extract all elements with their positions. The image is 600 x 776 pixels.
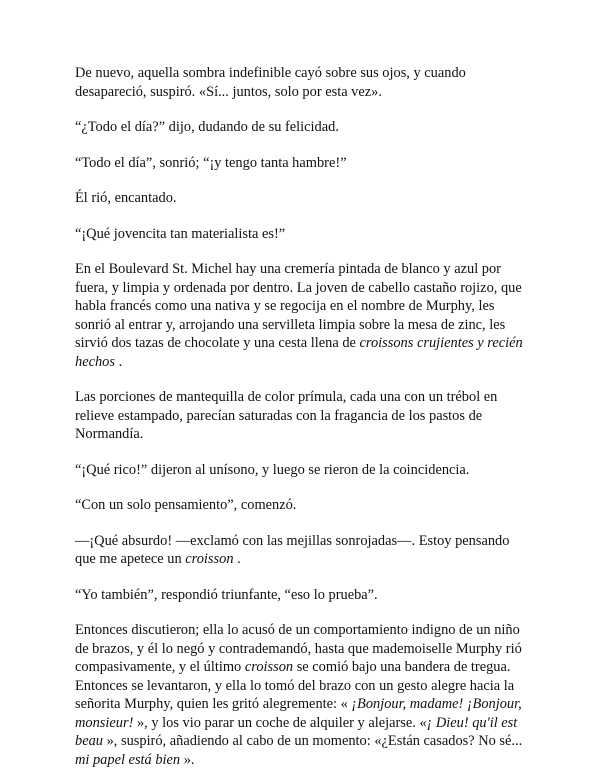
text-run: “Con un solo pensamiento”, comenzó. — [75, 497, 297, 513]
text-run: “Todo el día”, sonrió; “¡y tengo tanta hambre!” — [75, 154, 347, 171]
paragraph-p6 — [75, 260, 533, 371]
paragraph-p8 — [75, 461, 533, 480]
paragraph-p10 — [75, 532, 533, 569]
text-run: . — [233, 551, 241, 567]
paragraph-p4 — [75, 189, 533, 208]
paragraph-p11 — [75, 586, 533, 605]
italic-text: croissons crujientes y recién hechos — [75, 335, 523, 370]
document-page — [75, 64, 533, 769]
paragraph-p9 — [75, 496, 533, 515]
text-run: “Yo también”, respondió triunfante, “eso lo prueba”. — [75, 586, 378, 603]
paragraph-p2 — [75, 118, 533, 137]
text-run: —¡Qué absurdo! —exclamó con las mejillas sonrojadas—. Estoy pensando que me apetece un — [75, 532, 510, 567]
text-run: “¡Qué rico!” dijeron al unísono, y luego se rieron de la coincidencia. — [75, 461, 470, 478]
paragraph-p5 — [75, 225, 533, 244]
paragraph-p7 — [75, 388, 533, 444]
italic-text: ¡Bonjour, madame! ¡Bonjour, monsieur! — [75, 696, 522, 731]
paragraph-p12 — [75, 621, 533, 769]
text-run: . — [114, 353, 123, 370]
text-run: Entonces discutieron; ella lo acusó de un comportamiento indigno de un niño de brazos, y él lo negó y contrademandó, hasta que mademoiselle Murphy rió compasivamente, y el último — [75, 622, 522, 675]
text-run: », suspiró, añadiendo al cabo de un momento: «¿Están casados? No sé... — [102, 733, 523, 749]
text-run: “¿Todo el día?” dijo, dudando de su felicidad. — [75, 119, 339, 135]
italic-text: mi papel está bien — [75, 751, 181, 768]
italic-text: ¡ Dieu! qu'il est beau — [75, 714, 518, 749]
italic-text: croisson — [185, 551, 234, 567]
paragraph-p3 — [75, 154, 533, 173]
text-run: De nuevo, aquella sombra indefinible cayó sobre sus ojos, y cuando desapareció, suspiró. «Sí... juntos, solo por esta vez». — [75, 65, 466, 100]
text-run: se comió bajo una bandera de tregua. Entonces se levantaron, y ella lo tomó del brazo con un gesto alegre hacia la señorita Murphy, quien les gritó alegremente: « — [75, 659, 515, 712]
text-run: Las porciones de mantequilla de color prímula, cada una con un trébol en relieve estampado, parecían saturadas con la fragancia de los pastos de Normandía. — [75, 389, 498, 442]
text-run: Él rió, encantado. — [75, 190, 177, 206]
text-run: », y los vio parar un coche de alquiler y alejarse. « — [133, 714, 427, 731]
italic-text: croisson — [244, 659, 294, 675]
text-run: “¡Qué jovencita tan materialista es!” — [75, 225, 286, 242]
text-run: En el Boulevard St. Michel hay una cremería pintada de blanco y azul por fuera, y limpia y ordenada por dentro. La joven de cabello castaño rojizo, que habla francés como una nativa y se regocija en el nombre de Murphy, les sonrió al entrar y, arrojando una servilleta limpia sobre la mesa de zinc, les sirvió dos tazas de chocolate y una cesta llena de — [75, 261, 522, 351]
paragraph-p1 — [75, 64, 533, 101]
text-run: ». — [180, 751, 195, 768]
